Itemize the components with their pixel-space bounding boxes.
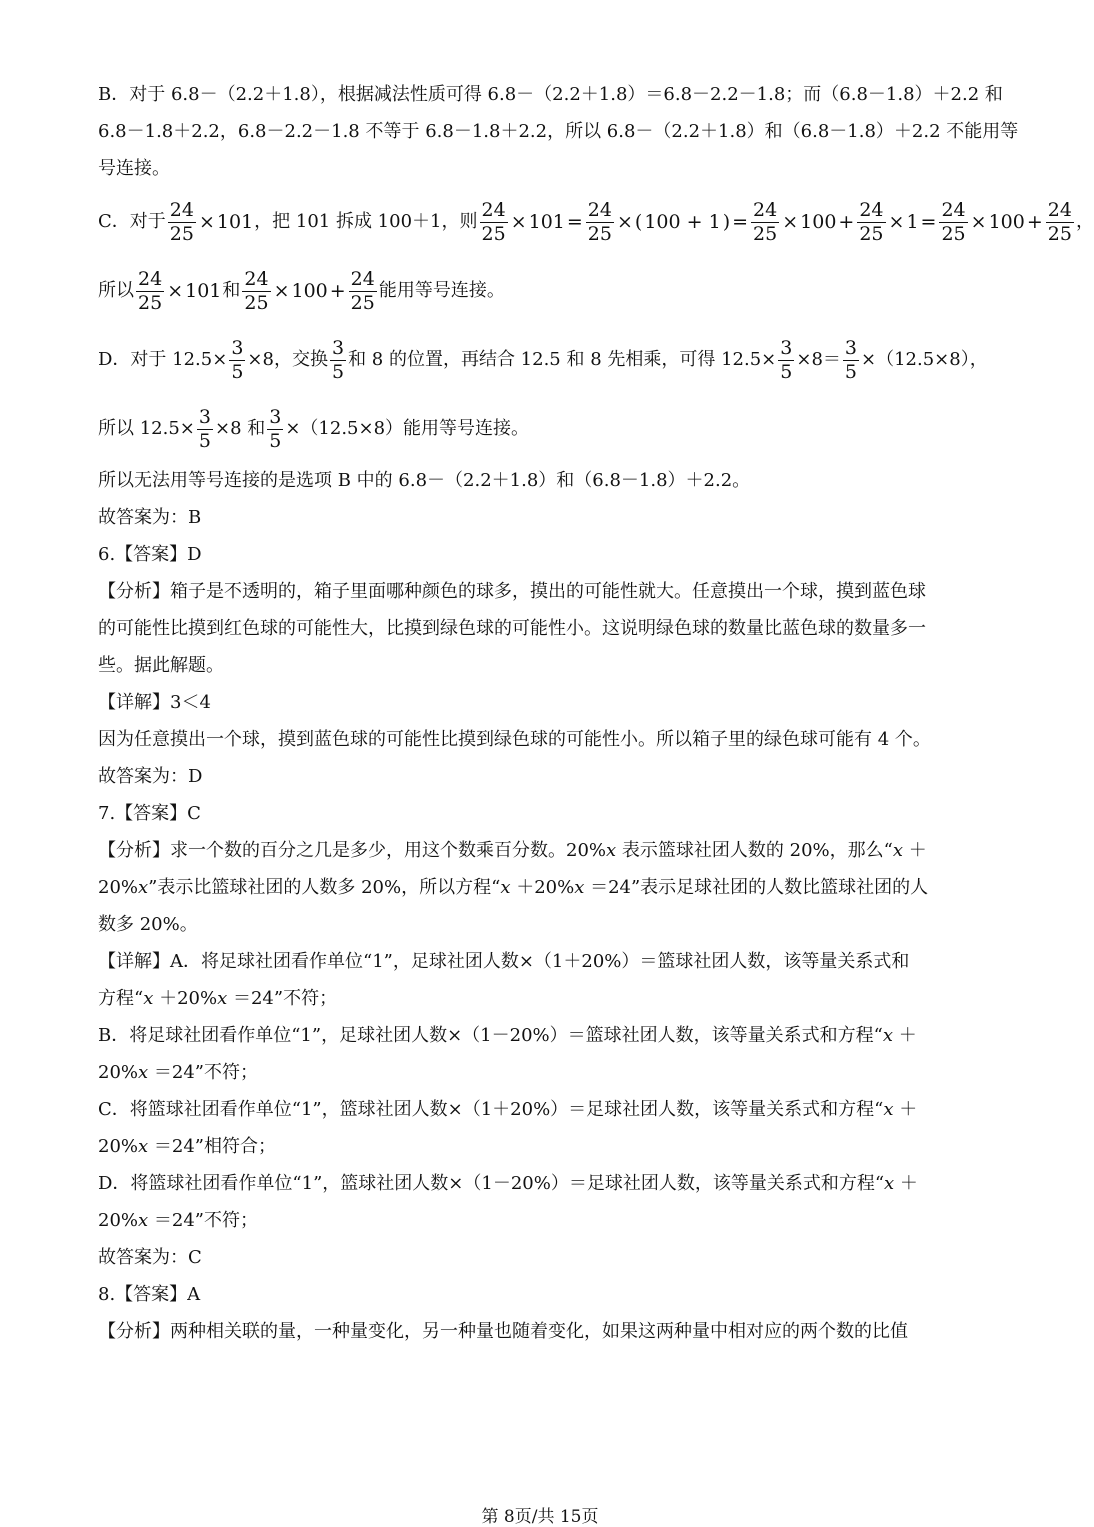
text-span: ＋ [894,1173,918,1194]
variable-x: x [606,840,617,861]
number: 100 [800,211,837,233]
text-line: 所以无法用等号连接的是选项 B 中的 6.8－（2.2＋1.8）和（6.8－1.8）＋2.2。 [98,470,751,491]
text-span: ”表示比篮球社团的人数多 20%，所以方程“ [148,877,501,898]
paren-close: ) [722,211,731,233]
text-line: 数多 20%。 [98,914,198,935]
denominator: 25 [481,222,506,245]
text-line: 的可能性比摸到红色球的可能性大，比摸到绿色球的可能性小。这说明绿色球的数量比蓝色球的数量多一 [98,618,926,639]
variable-x: x [138,1136,149,1157]
variable-x: x [138,1210,149,1231]
fraction [168,198,196,245]
variable-x: x [892,840,903,861]
fraction [330,336,346,383]
text-span: 所以 [98,280,134,301]
text-span: C．将篮球社团看作单位“1”，篮球社团人数×（1＋20%）＝足球社团人数，该等量关系式和方程“ [98,1099,884,1120]
times-sign: × [616,211,633,233]
text-span: B．将足球社团看作单位“1”，足球社团人数×（1－20%）＝篮球社团人数，该等量关系式和方程“ [98,1025,883,1046]
option-d-line-2 [98,404,988,454]
numerator: 24 [138,267,163,290]
text-line: 【分析】两种相关联的量，一种量变化，另一种量也随着变化，如果这两种量中相对应的两个数的比值 [98,1321,908,1342]
denominator: 25 [587,222,612,245]
denominator: 5 [269,429,282,452]
variable-x: x [138,1062,149,1083]
text-line: B．对于 6.8－（2.2＋1.8），根据减法性质可得 6.8－（2.2＋1.8）＝6.8－2.2－1.8；而（6.8－1.8）＋2.2 和 [98,84,1003,105]
text-span: ×8，交换 [247,349,328,370]
denominator: 25 [169,222,194,245]
fraction [778,336,794,383]
text-line: 因为任意摸出一个球，摸到蓝色球的可能性比摸到绿色球的可能性小。所以箱子里的绿色球可能有 4 个。 [98,729,931,750]
numerator: 24 [587,198,612,221]
fraction [1046,198,1074,245]
variable-x: x [884,1173,895,1194]
numerator: 3 [269,405,282,428]
text-span: ＋20% [510,877,575,898]
text-span: 能用等号连接。 [378,280,505,301]
numerator: 3 [198,405,211,428]
text-line: 号连接。 [98,158,170,179]
text-span: ＋ [892,1025,917,1046]
denominator: 25 [138,291,163,314]
fraction [857,198,885,245]
denominator: 25 [859,222,884,245]
times-sign: × [198,211,215,233]
text-line [98,1025,988,1047]
numerator: 24 [169,198,194,221]
variable-x: x [500,877,511,898]
variable-x: x [883,1099,894,1120]
numerator: 24 [350,267,375,290]
text-span: C．对于 [98,211,166,232]
option-c-line-1 [98,197,1094,247]
expression: 100 + 1 [644,211,721,233]
times-sign: × [510,211,527,233]
number: 100 [291,280,328,302]
number: 101 [216,211,254,233]
question-heading: 7.【答案】C [98,803,201,824]
text-span: ×（12.5×8）能用等号连接。 [285,418,530,439]
denominator: 5 [231,360,244,383]
denominator: 25 [753,222,778,245]
equals-sign: = [732,211,749,233]
text-span: 和 8 的位置，再结合 12.5 和 8 先相乘，可得 12.5× [348,349,777,370]
number: 101 [185,280,222,302]
numerator: 24 [244,267,269,290]
numerator: 24 [753,198,778,221]
variable-x: x [574,877,585,898]
fraction [197,405,213,452]
text-span: ＝24”相符合； [148,1136,276,1157]
option-d-line-1 [98,335,988,385]
times-sign: × [970,211,987,233]
text-span: 表示篮球社团人数的 20%，那么“ [616,840,893,861]
variable-x: x [138,877,149,898]
numerator: 24 [859,198,884,221]
fraction [751,198,779,245]
denominator: 5 [198,429,211,452]
plus-sign: + [1026,211,1043,233]
text-line [98,840,988,862]
answer-line: 故答案为：B [98,507,202,528]
fraction [480,198,508,245]
number: 1 [906,211,919,233]
times-sign: × [273,280,290,302]
fraction [843,336,859,383]
denominator: 5 [780,360,793,383]
page-footer: 第 8页/共 15页 [481,1507,599,1527]
text-span: 20% [98,1210,139,1231]
text-line: 【详解】3＜4 [98,692,211,713]
text-line [98,1099,988,1121]
text-span: ＋20% [153,988,218,1009]
numerator: 3 [331,336,345,359]
text-span: 【分析】求一个数的百分之几是多少，用这个数乘百分数。20% [98,840,607,861]
fraction [242,267,270,314]
option-c-line-2 [98,266,988,316]
fraction [267,405,283,452]
text-line: 些。据此解题。 [98,655,224,676]
text-line: 6.8－1.8＋2.2，6.8－2.2－1.8 不等于 6.8－1.8＋2.2，所以 6.8－（2.2＋1.8）和（6.8－1.8）＋2.2 不能用等 [98,121,1019,142]
fraction [939,198,967,245]
text-span: 方程“ [98,988,144,1009]
text-line [98,1173,988,1195]
text-line [98,988,988,1010]
variable-x: x [882,1025,893,1046]
denominator: 25 [941,222,966,245]
plus-sign: + [329,280,346,302]
text-span: D．将篮球社团看作单位“1”，篮球社团人数×（1－20%）＝足球社团人数，该等量关系式和方程“ [98,1173,885,1194]
text-span: ＝24”不符； [148,1210,258,1231]
fraction [586,198,614,245]
numerator: 3 [780,336,793,359]
text-span: ＋ [893,1099,918,1120]
text-line [98,1136,988,1158]
numerator: 24 [941,198,966,221]
numerator: 3 [231,336,244,359]
times-sign: × [782,211,799,233]
number: 100 [988,211,1025,233]
question-heading: 6.【答案】D [98,544,202,565]
fraction [136,267,164,314]
text-span: ＝24”不符； [148,1062,258,1083]
variable-x: x [217,988,228,1009]
denominator: 25 [244,291,269,314]
text-line [98,1210,988,1232]
text-span: 所以 12.5× [98,418,195,439]
paren-open: ( [634,211,643,233]
numerator: 24 [481,198,506,221]
text-span: 20% [98,1062,139,1083]
question-heading: 8.【答案】A [98,1284,201,1305]
text-span: ×8＝ [796,349,841,370]
answer-line: 故答案为：C [98,1247,202,1268]
denominator: 5 [844,360,857,383]
text-span: ×8 和 [214,418,266,439]
fraction [349,267,377,314]
denominator: 5 [331,360,345,383]
text-span: 20% [98,877,139,898]
numerator: 3 [844,336,857,359]
fraction [229,336,245,383]
answer-line: 故答案为：D [98,766,203,787]
plus-sign: + [838,211,855,233]
text-span: ＝24”不符； [227,988,338,1009]
text-span: 和 [222,280,241,301]
text-span: D．对于 12.5× [98,349,228,370]
denominator: 25 [1047,222,1072,245]
text-span: ＋ [902,840,927,861]
denominator: 25 [350,291,375,314]
equals-sign: = [920,211,937,233]
text-span: ， [1075,211,1094,232]
times-sign: × [888,211,905,233]
text-span: 20% [98,1136,139,1157]
equals-sign: = [566,211,583,233]
text-line: 【详解】A．将足球社团看作单位“1”，足球社团人数×（1＋20%）＝篮球社团人数，该等量关系式和 [98,951,910,972]
text-line: 【分析】箱子是不透明的，箱子里面哪种颜色的球多，摸出的可能性就大。任意摸出一个球，摸到蓝色球 [98,581,926,602]
times-sign: × [167,280,184,302]
text-line [98,877,988,899]
text-line [98,1062,988,1084]
variable-x: x [143,988,154,1009]
numerator: 24 [1047,198,1072,221]
text-span: ＝24”表示足球社团的人数比篮球社团的人 [584,877,929,898]
text-span: ，把 101 拆成 100＋1，则 [254,211,478,232]
number: 101 [528,211,565,233]
text-span: ×（12.5×8）， [861,349,988,370]
